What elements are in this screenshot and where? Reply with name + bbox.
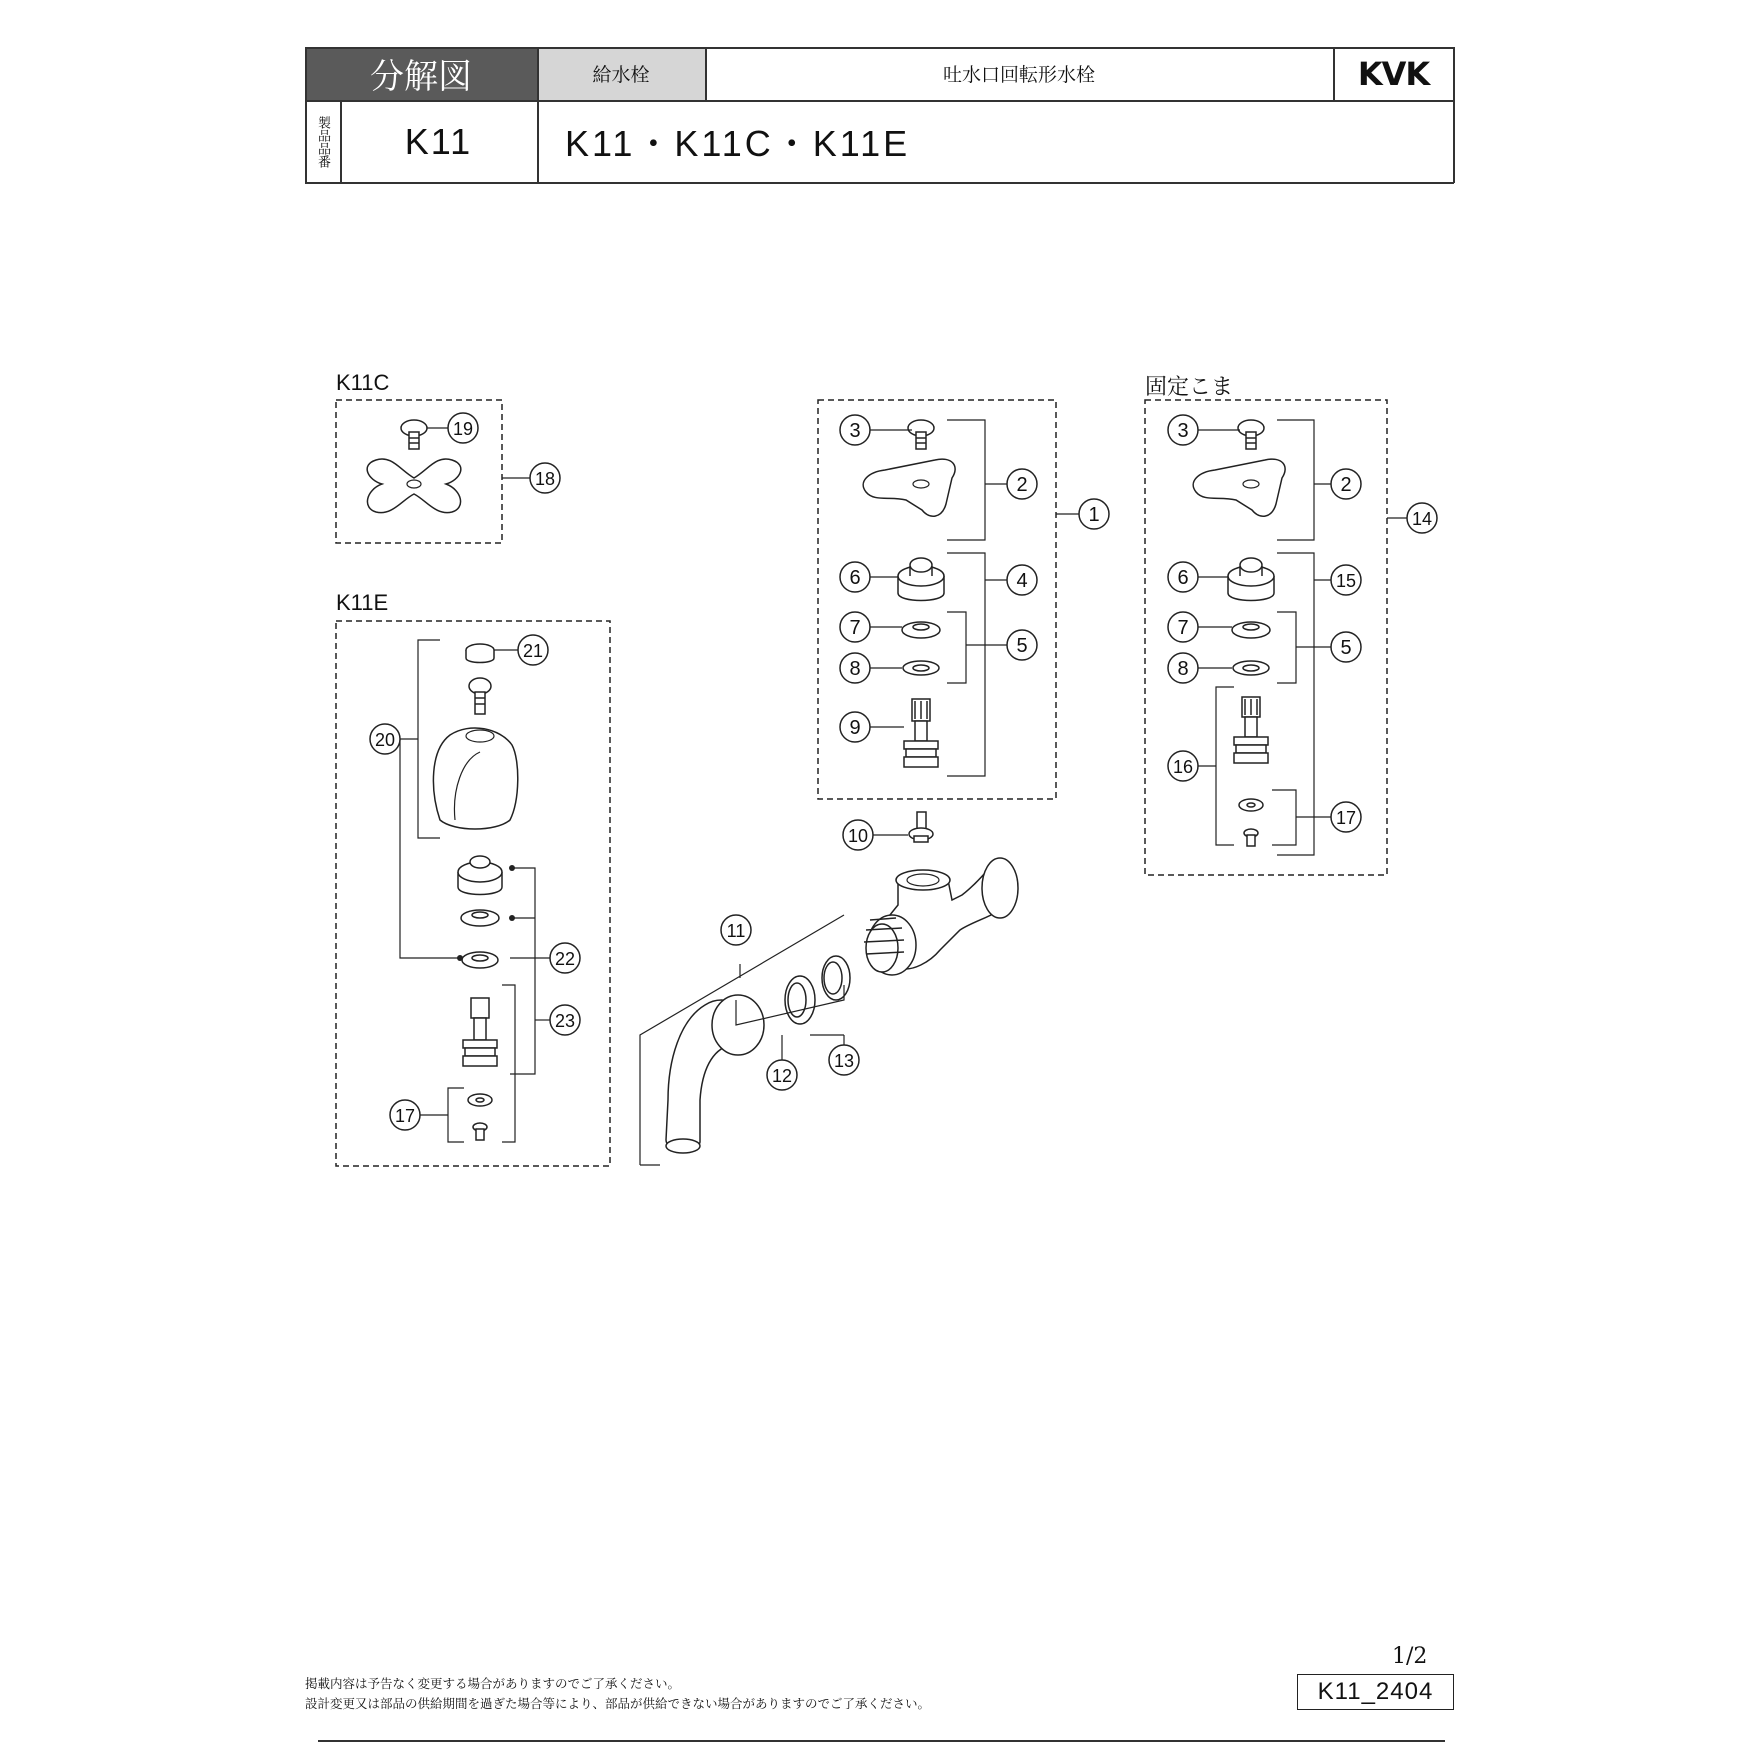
- callout-21: 21: [522, 641, 544, 661]
- callout-20: 20: [374, 730, 396, 750]
- callout-3b: 3: [1177, 420, 1189, 442]
- fixed-spindle-icon: [1234, 697, 1268, 763]
- fixed-triangular-handle-icon: [1193, 459, 1285, 516]
- packing-ring-icon: [903, 661, 939, 675]
- k11e-packing-ring-icon: [462, 952, 498, 968]
- k11e-washer-icon: [468, 1094, 492, 1106]
- section-label-fixed-top: 固定こま: [1145, 374, 1234, 399]
- product-name: 吐水口回転形水栓: [942, 64, 1095, 86]
- triangular-handle-icon: [863, 459, 955, 516]
- callout-15: 15: [1335, 571, 1357, 591]
- fixed-washer-icon: [1239, 799, 1263, 811]
- callout-13: 13: [833, 1051, 855, 1071]
- fixed-small-screw-icon: [1244, 829, 1258, 846]
- callout-9: 9: [849, 717, 861, 739]
- document-id: K11_2404: [1297, 1674, 1454, 1710]
- callout-19: 19: [452, 419, 474, 439]
- k11e-spindle-icon: [463, 998, 497, 1066]
- k11c-screw-icon: [401, 420, 427, 449]
- top-screw-icon: [909, 812, 933, 842]
- section-label-k11c: K11C: [336, 370, 390, 395]
- k11e-packing-washer-icon: [461, 910, 499, 926]
- o-ring-icon: [822, 956, 850, 1000]
- packing-washer-icon: [902, 622, 940, 638]
- fixed-handle-screw-icon: [1238, 420, 1264, 449]
- disclaimer-line-1: 掲載内容は予告なく変更する場合がありますのでご了承ください。: [305, 1676, 681, 1691]
- product-code-label: 製品品番: [315, 115, 330, 168]
- callout-16: 16: [1172, 757, 1194, 777]
- fixed-packing-washer-icon: [1232, 622, 1270, 638]
- section-label-k11e: K11E: [336, 590, 389, 615]
- callout-14: 14: [1411, 509, 1433, 529]
- gland-nut-icon: [898, 558, 944, 601]
- callout-8: 8: [849, 658, 861, 680]
- callout-5b: 5: [1340, 637, 1352, 659]
- callout-8b: 8: [1177, 658, 1189, 680]
- lever-screw-icon: [469, 678, 491, 714]
- callout-2: 2: [1016, 474, 1028, 496]
- callout-17b: 17: [1335, 808, 1357, 828]
- product-code: K11: [404, 120, 473, 162]
- brand-logo: KVK: [1357, 54, 1430, 93]
- callout-4: 4: [1016, 570, 1028, 592]
- callout-11: 11: [726, 921, 746, 941]
- k11e-gland-nut-icon: [458, 856, 502, 895]
- spindle-icon: [904, 699, 938, 767]
- callout-12: 12: [771, 1066, 793, 1086]
- callout-6: 6: [849, 567, 861, 589]
- callout-7: 7: [849, 617, 861, 639]
- threaded-outlet-icon: [864, 915, 916, 975]
- footer-rule: [318, 1740, 1445, 1742]
- callout-17: 17: [394, 1106, 416, 1126]
- callout-1: 1: [1088, 504, 1100, 526]
- document-title: 分解図: [305, 47, 537, 100]
- fixed-packing-ring-icon: [1233, 661, 1269, 675]
- callout-2b: 2: [1340, 474, 1352, 496]
- spout-ring-icon: [785, 976, 815, 1024]
- fixed-gland-nut-icon: [1228, 558, 1274, 601]
- handle-screw-icon: [908, 420, 934, 449]
- k11e-small-screw-icon: [473, 1123, 487, 1140]
- lever-handle-icon: [433, 728, 517, 829]
- callout-6b: 6: [1177, 567, 1189, 589]
- callout-3: 3: [849, 420, 861, 442]
- callout-23: 23: [554, 1011, 576, 1031]
- cap-icon: [466, 644, 494, 663]
- product-models: K11・K11C・K11E: [565, 123, 911, 164]
- product-category: 給水栓: [537, 47, 705, 100]
- disclaimer-line-2: 設計変更又は部品の供給期間を過ぎた場合等により、部品が供給できない場合がありますのでご了承ください。: [305, 1696, 931, 1711]
- callout-7b: 7: [1177, 617, 1189, 639]
- page-number: 1/2: [1392, 1644, 1428, 1669]
- callout-5: 5: [1016, 635, 1028, 657]
- callout-22: 22: [554, 949, 576, 969]
- callout-10: 10: [847, 826, 869, 846]
- callout-18: 18: [534, 469, 556, 489]
